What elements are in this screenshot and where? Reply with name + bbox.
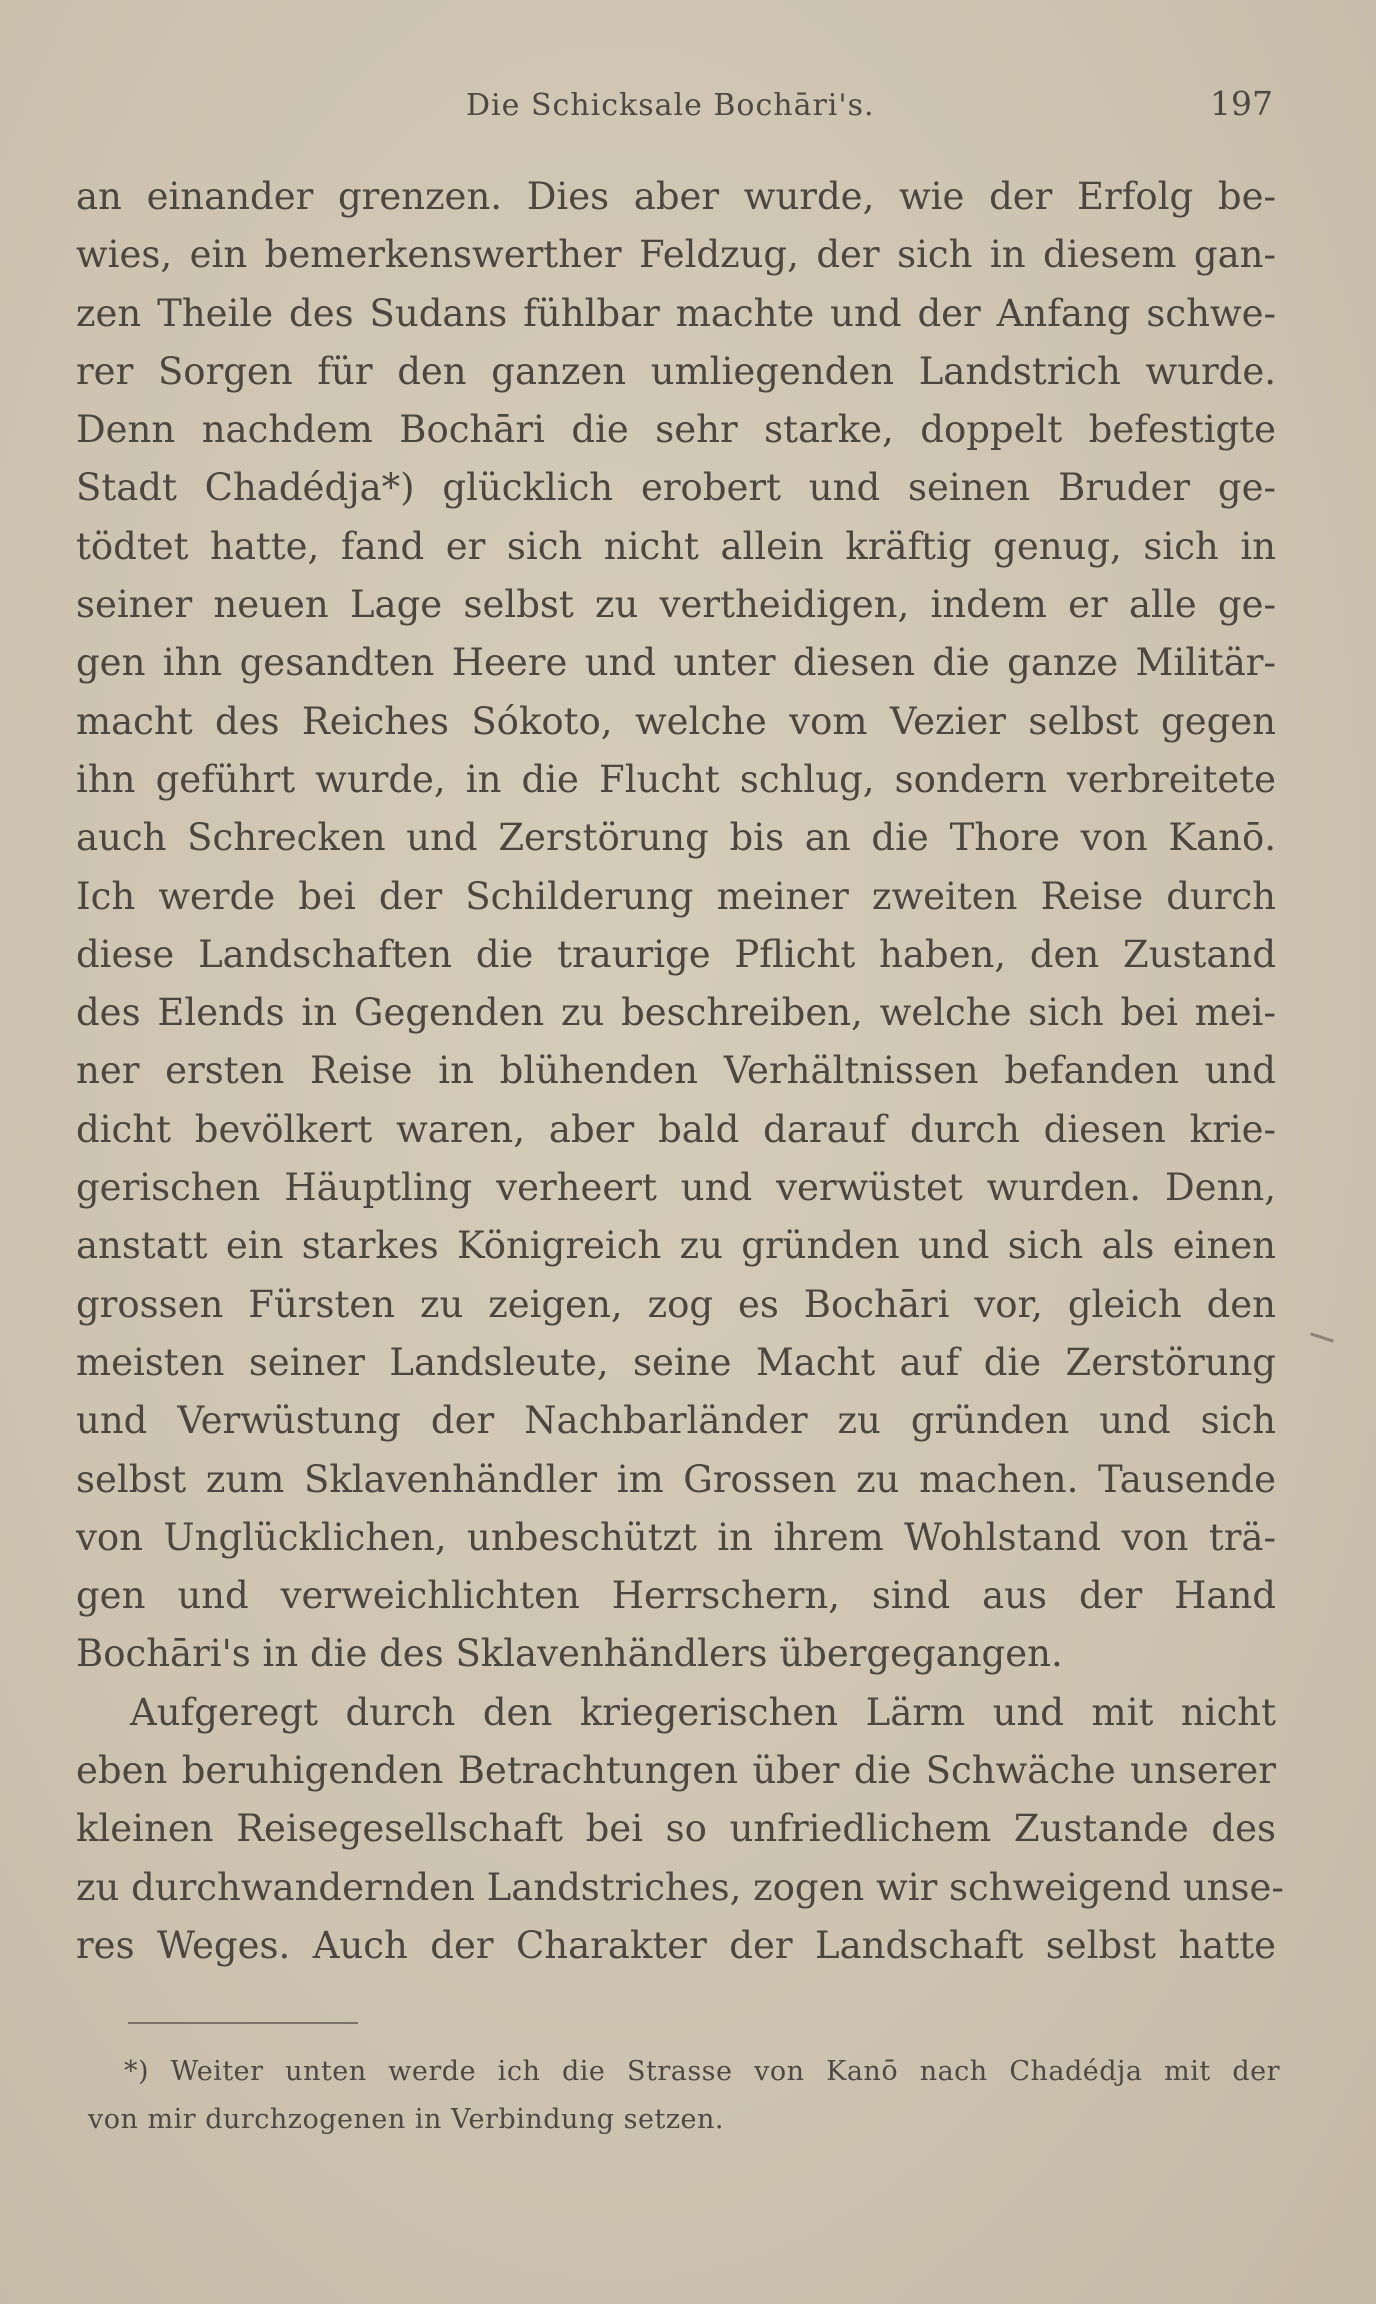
text-line: meisten seiner Landsleute, seine Macht auf die Zerstörung — [76, 1340, 1276, 1384]
text-line: eben beruhigenden Betrachtungen über die Schwäche unserer — [76, 1749, 1276, 1793]
text-line: zen Theile des Sudans fühlbar machte und der Anfang schwe- — [76, 291, 1276, 335]
text-line: von Unglücklichen, unbeschützt in ihrem Wohlstand von trä- — [76, 1515, 1276, 1559]
text-line: gen und verweichlichten Herrschern, sind aus der Hand — [76, 1574, 1276, 1618]
text-line: an einander grenzen. Dies aber wurde, wie der Erfolg be- — [76, 175, 1276, 218]
text-line: selbst zum Sklavenhändler im Grossen zu machen. Tausende — [76, 1457, 1276, 1501]
text-line: Stadt Chadédja*) glücklich erobert und seinen Bruder ge- — [76, 466, 1276, 510]
text-line: Aufgeregt durch den kriegerischen Lärm und mit nicht — [130, 1690, 1276, 1734]
text-line: tödtet hatte, fand er sich nicht allein kräftig genug, sich in — [76, 524, 1276, 568]
text-line: Denn nachdem Bochāri die sehr starke, doppelt befestigte — [76, 408, 1276, 452]
text-line: macht des Reiches Sókoto, welche vom Vezier selbst gegen — [76, 699, 1276, 743]
body-text — [76, 168, 1284, 1975]
footnote-line: von mir durchzogenen in Verbindung setzen. — [88, 2104, 724, 2135]
page-number: 197 — [1210, 84, 1273, 123]
text-line: gerischen Häuptling verheert und verwüstet wurden. Denn, — [76, 1166, 1276, 1210]
text-line: des Elends in Gegenden zu beschreiben, welche sich bei mei- — [76, 991, 1276, 1035]
text-line: zu durchwandernden Landstriches, zogen wir schweigend unse- — [76, 1865, 1284, 1909]
text-line: ihn geführt wurde, in die Flucht schlug, sondern verbreitete — [76, 757, 1276, 801]
text-line: grossen Fürsten zu zeigen, zog es Bochāri vor, gleich den — [76, 1282, 1276, 1326]
text-line: gen ihn gesandten Heere und unter diesen die ganze Militär- — [76, 641, 1276, 685]
text-line: anstatt ein starkes Königreich zu gründen und sich als einen — [76, 1224, 1276, 1268]
text-line: diese Landschaften die traurige Pflicht haben, den Zustand — [76, 932, 1276, 976]
text-line: dicht bevölkert waren, aber bald darauf durch diesen krie- — [76, 1107, 1276, 1151]
text-line: Ich werde bei der Schilderung meiner zweiten Reise durch — [76, 874, 1276, 918]
running-head — [0, 78, 1376, 128]
margin-mark — [1310, 1332, 1334, 1342]
text-line: ner ersten Reise in blühenden Verhältnissen befanden und — [76, 1049, 1276, 1093]
text-line: auch Schrecken und Zerstörung bis an die Thore von Kanō. — [76, 816, 1276, 860]
running-title: Die Schicksale Bochāri's. — [466, 88, 875, 123]
footnote-line: *) Weiter unten werde ich die Strasse von Kanō nach Chadédja mit der — [124, 2056, 1280, 2087]
text-line: Bochāri's in die des Sklavenhändlers übergegangen. — [76, 1632, 1063, 1676]
text-line: rer Sorgen für den ganzen umliegenden Landstrich wurde. — [76, 349, 1276, 393]
text-line: kleinen Reisegesellschaft bei so unfriedlichem Zustande des — [76, 1807, 1276, 1851]
text-line: wies, ein bemerkenswerther Feldzug, der sich in diesem gan- — [76, 233, 1276, 277]
text-line: seiner neuen Lage selbst zu vertheidigen, indem er alle ge- — [76, 583, 1276, 627]
footnote-divider — [128, 2022, 358, 2024]
footnotes — [88, 2048, 1280, 2144]
text-line: res Weges. Auch der Charakter der Landschaft selbst hatte — [76, 1923, 1276, 1967]
text-line: und Verwüstung der Nachbarländer zu gründen und sich — [76, 1399, 1276, 1443]
